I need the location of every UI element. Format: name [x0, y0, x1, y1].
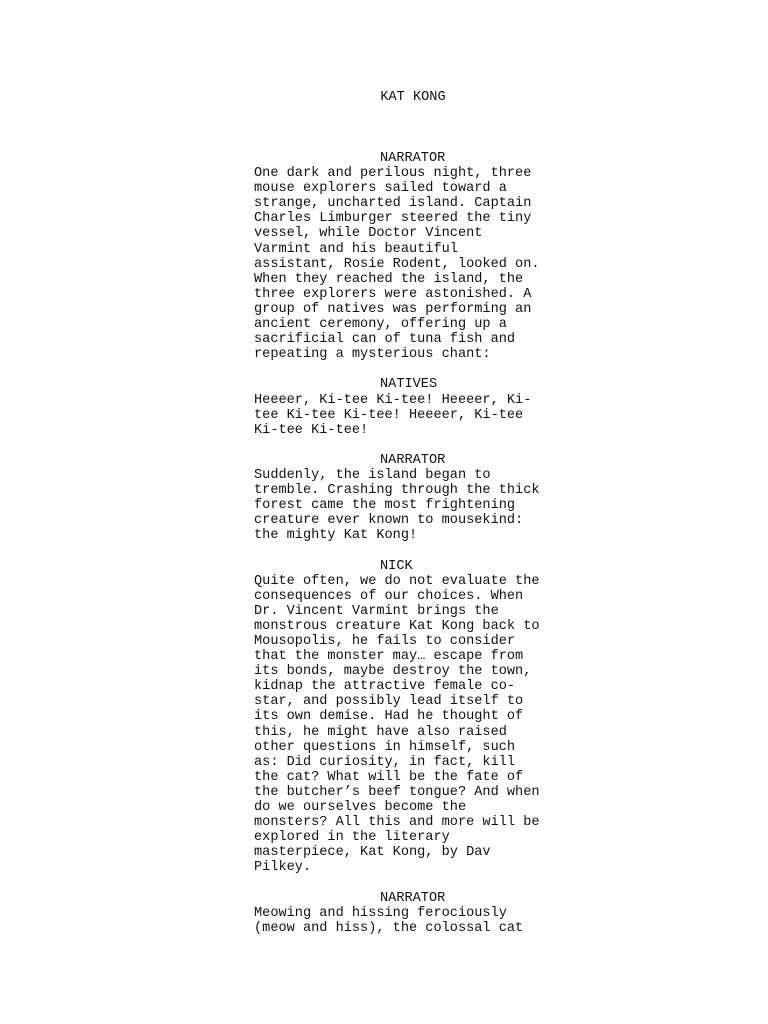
dialogue-line: explored in the literary: [254, 830, 450, 846]
dialogue-line: group of natives was performing an: [254, 301, 532, 317]
dialogue-line: consequences of our choices. When: [254, 588, 524, 604]
dialogue-line: (meow and hiss), the colossal cat: [254, 920, 524, 936]
dialogue-line: forest came the most frightening: [254, 498, 516, 514]
dialogue-line: tremble. Crashing through the thick: [254, 483, 540, 499]
dialogue-block: [254, 377, 584, 437]
document-title: KAT KONG: [380, 90, 446, 105]
dialogue-line: Suddenly, the island began to: [254, 467, 491, 483]
dialogue-line: that the monster may… escape from: [254, 649, 524, 665]
dialogue-line: three explorers were astonished. A: [254, 286, 532, 302]
dialogue-line: the butcher’s beef tongue? And when: [254, 784, 540, 800]
dialogue-line: mouse explorers sailed toward a: [254, 181, 507, 197]
script-body: [254, 151, 584, 951]
dialogue-line: star, and possibly lead itself to: [254, 694, 524, 710]
dialogue-line: Ki-tee Ki-tee!: [254, 422, 369, 438]
dialogue-line: strange, uncharted island. Captain: [254, 196, 532, 212]
dialogue-line: Pilkey.: [254, 860, 312, 876]
dialogue-line: One dark and perilous night, three: [254, 166, 532, 182]
dialogue-line: the cat? What will be the fate of: [254, 769, 524, 785]
dialogue-line: the mighty Kat Kong!: [254, 528, 418, 544]
dialogue-line: other questions in himself, such: [254, 739, 516, 755]
dialogue-block: [254, 559, 584, 876]
speaker-name: NARRATOR: [380, 452, 446, 468]
speaker-name: NARRATOR: [380, 151, 446, 166]
dialogue-line: Quite often, we do not evaluate the: [254, 573, 540, 589]
dialogue-line: tee Ki-tee Ki-tee! Heeeer, Ki-tee: [254, 407, 524, 423]
speaker-name: NICK: [380, 558, 413, 574]
dialogue-line: masterpiece, Kat Kong, by Dav: [254, 845, 491, 861]
dialogue-line: When they reached the island, the: [254, 271, 524, 287]
dialogue-block: [254, 453, 584, 544]
dialogue-line: creature ever known to mousekind:: [254, 513, 524, 529]
dialogue-line: sacrificial can of tuna fish and: [254, 332, 516, 348]
speaker-name: NATIVES: [380, 377, 438, 393]
dialogue-line: its own demise. Had he thought of: [254, 709, 524, 725]
dialogue-line: Varmint and his beautiful: [254, 241, 458, 257]
dialogue-line: monstrous creature Kat Kong back to: [254, 618, 540, 634]
dialogue-line: as: Did curiosity, in fact, kill: [254, 754, 516, 770]
dialogue-line: Meowing and hissing ferociously: [254, 905, 507, 921]
dialogue-line: its bonds, maybe destroy the town,: [254, 664, 532, 680]
dialogue-line: ancient ceremony, offering up a: [254, 317, 507, 333]
dialogue-block: [254, 151, 584, 362]
dialogue-line: kidnap the attractive female co-: [254, 679, 516, 695]
dialogue-line: vessel, while Doctor Vincent: [254, 226, 483, 242]
dialogue-line: do we ourselves become the: [254, 800, 467, 816]
dialogue-line: Mousopolis, he fails to consider: [254, 634, 516, 649]
dialogue-line: assistant, Rosie Rodent, looked on.: [254, 256, 540, 272]
dialogue-line: monsters? All this and more will be: [254, 815, 540, 831]
speaker-name: NARRATOR: [380, 890, 446, 906]
dialogue-line: this, he might have also raised: [254, 724, 507, 740]
dialogue-line: Heeeer, Ki-tee Ki-tee! Heeeer, Ki-: [254, 392, 532, 408]
dialogue-line: Charles Limburger steered the tiny: [254, 211, 532, 227]
dialogue-line: Dr. Vincent Varmint brings the: [254, 603, 499, 619]
dialogue-line: repeating a mysterious chant:: [254, 347, 491, 363]
dialogue-block: [254, 891, 584, 936]
